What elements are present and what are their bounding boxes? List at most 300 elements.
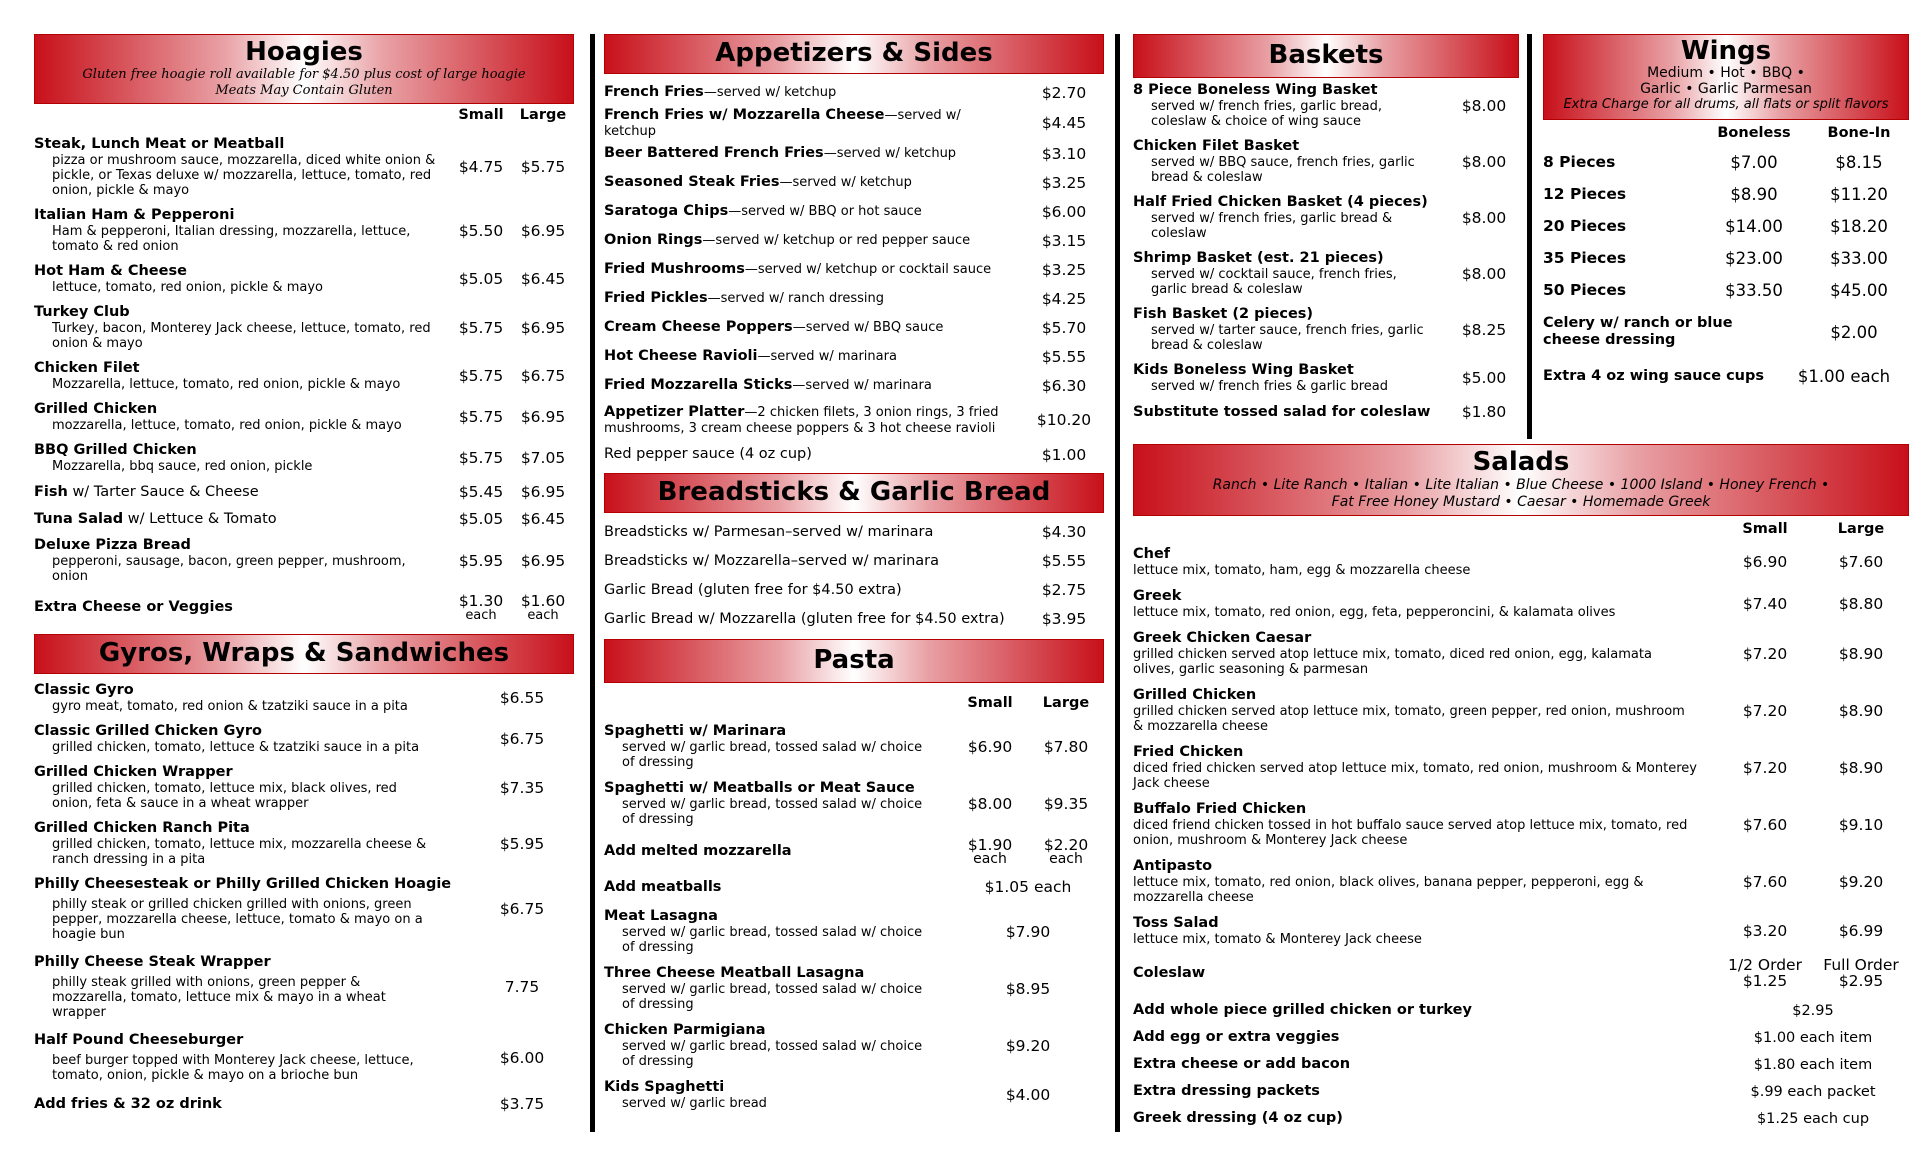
item-name: Extra Cheese or Veggies — [34, 599, 233, 615]
item-name — [34, 511, 450, 528]
price-large — [1028, 837, 1104, 866]
item-name: Toss Salad — [1133, 915, 1219, 931]
price-label: Full Order — [1823, 956, 1899, 974]
col-large: Large — [1042, 695, 1090, 711]
menu-item — [34, 682, 574, 714]
item-line — [604, 348, 1016, 365]
item-name: Red pepper sauce (4 oz cup) — [604, 446, 812, 462]
price-large: $6.45 — [520, 510, 566, 528]
item-description: pepperoni, sausage, bacon, green pepper, mushroom, onion — [52, 554, 406, 584]
price: $1.80 each item — [1753, 1056, 1873, 1073]
price-boneless: $8.90 — [1730, 184, 1778, 204]
price-large: $8.90 — [1838, 644, 1884, 663]
price-small — [450, 593, 512, 622]
menu-item — [604, 313, 1104, 342]
price-value: $1.25 — [1742, 972, 1788, 990]
item-name: Garlic Bread w/ Mozzarella (gluten free for $4.50 extra) — [604, 610, 1005, 627]
item-name: Beer Battered French Fries — [604, 145, 824, 161]
column-header — [34, 104, 574, 126]
item-description: served w/ cocktail sauce, french fries, garlic bread & coleslaw — [1151, 267, 1397, 297]
breadsticks-list — [604, 517, 1104, 633]
wings-note: Extra Charge for all drums, all flats or split flavors — [1563, 97, 1889, 112]
menu-item — [1543, 274, 1909, 306]
item-description: grilled chicken served atop lettuce mix, tomato, diced red onion, egg, kalamata olives, garlic seasoning & parmesan — [1133, 647, 1652, 677]
item-name: Celery w/ ranch or blue cheese dressing — [1543, 315, 1733, 348]
menu-item — [1543, 242, 1909, 274]
menu-item — [604, 575, 1104, 604]
price: $2.95 — [1792, 1002, 1834, 1019]
price: $5.95 — [499, 834, 545, 853]
item-name: Greek — [1133, 588, 1182, 604]
menu-item — [604, 780, 1104, 827]
section-title: Salads — [1472, 447, 1570, 477]
item-name-text: Hot Ham & Cheese — [34, 263, 187, 279]
item-name: Breadsticks w/ Parmesan–served w/ marinara — [604, 523, 934, 540]
price: $8.00 — [1461, 96, 1507, 115]
item-description: grilled chicken, tomato, lettuce & tzatziki sauce in a pita — [52, 740, 420, 755]
price-boneless: $7.00 — [1730, 152, 1778, 172]
item-name: Grilled Chicken Wrapper — [34, 764, 233, 780]
item-description: —served w/ ketchup — [823, 146, 957, 161]
price-large: $6.45 — [520, 270, 566, 288]
col-large: Large — [519, 107, 567, 123]
price: $6.00 — [1041, 202, 1087, 221]
column-2 — [604, 34, 1104, 1121]
item-name: Appetizer Platter — [604, 404, 745, 420]
baskets-banner — [1133, 34, 1519, 78]
price-full — [1813, 957, 1909, 989]
item-name: Breadsticks w/ Mozzarella–served w/ marinara — [604, 552, 940, 569]
item-name: Extra cheese or add bacon — [1133, 1056, 1351, 1072]
price-large — [1028, 796, 1104, 812]
item-line — [604, 404, 1016, 436]
gyros-banner — [34, 634, 574, 674]
price-boneless: $23.00 — [1725, 248, 1783, 268]
menu-item — [1133, 82, 1519, 129]
item-name: Fried Mushrooms — [604, 261, 745, 277]
item-description: served w/ french fries, garlic bread & coleslaw — [1151, 211, 1393, 241]
price-small: $7.60 — [1742, 815, 1788, 834]
item-name: Substitute tossed salad for coleslaw — [1133, 403, 1431, 420]
menu-item — [1133, 687, 1909, 734]
item-name: Spaghetti w/ Marinara — [604, 723, 787, 739]
price: $8.00 — [1461, 208, 1507, 227]
price: $8.25 — [1461, 320, 1507, 339]
price-small: $5.05 — [458, 510, 504, 528]
col-boneless: Boneless — [1717, 125, 1791, 141]
price-bonein: $8.15 — [1835, 152, 1883, 172]
price-value: $2.20 — [1043, 836, 1089, 854]
item-description: lettuce mix, tomato, red onion, black olives, banana pepper, pepperoni, egg & mozzarella cheese — [1133, 875, 1644, 905]
price: $8.00 — [1461, 264, 1507, 283]
wings-banner — [1543, 34, 1909, 120]
menu-item — [1543, 146, 1909, 178]
menu-item — [34, 820, 574, 867]
item-name-text: Italian Ham & Pepperoni — [34, 207, 235, 223]
menu-item — [34, 263, 574, 295]
menu-item — [1133, 997, 1909, 1024]
menu-item — [1133, 250, 1519, 297]
item-name — [34, 136, 450, 153]
item-name: Hot Cheese Ravioli — [604, 348, 758, 364]
appetizers-list — [604, 78, 1104, 469]
section-title: Gyros, Wraps & Sandwiches — [98, 638, 510, 668]
item-line — [604, 203, 1016, 220]
price: $2.75 — [1041, 580, 1087, 599]
menu-item — [604, 400, 1104, 440]
menu-item — [1543, 210, 1909, 242]
item-line — [604, 377, 1016, 394]
menu-item — [604, 965, 1104, 1012]
item-name: Kids Boneless Wing Basket — [1133, 362, 1354, 378]
price: $3.25 — [1041, 260, 1087, 279]
breadsticks-banner — [604, 473, 1104, 513]
item-description: —served w/ BBQ or hot sauce — [728, 204, 922, 219]
item-description: —served w/ marinara — [757, 349, 897, 364]
item-name: Philly Cheesesteak or Philly Grilled Chicken Hoagie — [34, 876, 452, 892]
price-large: $9.10 — [1838, 815, 1884, 834]
pasta-banner — [604, 639, 1104, 683]
menu-item — [604, 440, 1104, 469]
price-small: $5.75 — [458, 367, 504, 385]
item-line — [604, 145, 1016, 162]
item-name: Chicken Filet Basket — [1133, 138, 1300, 154]
menu-item — [1133, 1051, 1909, 1078]
hoagies-banner — [34, 34, 574, 104]
menu-item — [1133, 630, 1909, 677]
price: $1.25 each cup — [1756, 1110, 1870, 1127]
item-name-suffix: w/ Tarter Sauce & Cheese — [67, 483, 259, 500]
menu-item — [604, 723, 1104, 770]
menu-item — [604, 371, 1104, 400]
price-boneless: $33.50 — [1725, 280, 1783, 300]
wings-list — [1543, 146, 1909, 390]
item-description: served w/ french fries & garlic bread — [1151, 379, 1389, 394]
menu-item — [1133, 915, 1909, 947]
item-description: Mozzarella, lettuce, tomato, red onion, pickle & mayo — [52, 377, 401, 392]
item-name: Philly Cheese Steak Wrapper — [34, 954, 271, 970]
item-description: mozzarella, lettuce, tomato, red onion, pickle & mayo — [52, 418, 402, 433]
appetizers-banner — [604, 34, 1104, 74]
price-small: $5.45 — [458, 483, 504, 501]
price-value: $8.00 — [967, 794, 1013, 813]
item-line — [604, 319, 1016, 336]
item-name: Seasoned Steak Fries — [604, 174, 780, 190]
item-name: 12 Pieces — [1543, 184, 1627, 203]
item-description: pizza or mushroom sauce, mozzarella, diced white onion & pickle, or Texas deluxe w/ mozzarella, lettuce, tomato, red onion, pickle & mayo — [52, 153, 436, 198]
menu-item — [604, 226, 1104, 255]
item-name: Extra 4 oz wing sauce cups — [1543, 367, 1765, 384]
item-name — [34, 442, 450, 459]
price: $1.00 — [1041, 445, 1087, 464]
item-name: Greek Chicken Caesar — [1133, 630, 1312, 646]
item-name: Add meatballs — [604, 878, 722, 895]
item-description: philly steak grilled with onions, green pepper & mozzarella, tomato, lettuce mix & mayo in a wheat wrapper — [52, 975, 386, 1020]
item-description: lettuce mix, tomato, ham, egg & mozzarella cheese — [1133, 563, 1471, 578]
item-name: Three Cheese Meatball Lasagna — [604, 965, 865, 981]
item-description: —served w/ ketchup — [779, 175, 912, 190]
item-name: French Fries — [604, 84, 704, 100]
wings-flavors: Garlic • Garlic Parmesan — [1640, 81, 1812, 97]
price: $3.75 — [499, 1095, 545, 1113]
item-description: served w/ garlic bread — [622, 1096, 767, 1111]
item-name — [34, 304, 450, 321]
item-name — [34, 360, 450, 377]
price: $5.55 — [1041, 347, 1087, 366]
item-name-text: BBQ Grilled Chicken — [34, 442, 197, 458]
section-title: Pasta — [813, 645, 895, 675]
price: $10.20 — [1036, 411, 1092, 429]
item-description: lettuce, tomato, red onion, pickle & mayo — [52, 280, 323, 295]
menu-item — [1133, 588, 1909, 620]
item-name — [34, 263, 450, 280]
menu-item — [1543, 312, 1909, 352]
item-description: grilled chicken, tomato, lettuce mix, mozzarella cheese & ranch dressing in a pita — [52, 837, 427, 867]
menu-item — [34, 442, 574, 474]
price: $2.00 — [1830, 322, 1878, 342]
item-name: Add egg or extra veggies — [1133, 1029, 1340, 1045]
item-name: Add melted mozzarella — [604, 843, 792, 859]
item-line — [604, 261, 1016, 278]
price-label: 1/2 Order — [1728, 956, 1802, 974]
item-description: served w/ garlic bread, tossed salad w/ choice of dressing — [622, 740, 923, 770]
price: $5.55 — [1041, 551, 1087, 570]
item-name: Buffalo Fried Chicken — [1133, 801, 1307, 817]
price-large — [1028, 739, 1104, 755]
price-half — [1717, 957, 1813, 989]
column-divider — [1115, 34, 1120, 1132]
price-small — [952, 837, 1028, 866]
price-small: $5.95 — [458, 551, 504, 570]
menu-item — [604, 78, 1104, 107]
item-line — [604, 447, 1016, 462]
price-large: $9.20 — [1838, 872, 1884, 891]
price: $3.25 — [1041, 173, 1087, 192]
menu-item — [604, 284, 1104, 313]
price-value: $1.30 — [458, 592, 504, 610]
price: $6.55 — [499, 689, 545, 707]
item-name: Add fries & 32 oz drink — [34, 1095, 222, 1112]
menu-item — [34, 510, 574, 528]
price: $1.00 each — [1797, 366, 1891, 386]
menu-item — [1133, 801, 1909, 848]
wings-flavors: Medium • Hot • BBQ • — [1647, 65, 1805, 81]
price-small: $5.50 — [458, 221, 504, 240]
price: $9.20 — [1005, 1036, 1051, 1055]
item-name: Chicken Parmigiana — [604, 1022, 766, 1038]
hoagies-note: Meats May Contain Gluten — [215, 83, 393, 98]
section-title: Baskets — [1268, 40, 1384, 70]
salads-banner — [1133, 444, 1909, 516]
price: 7.75 — [504, 978, 540, 996]
item-name: Onion Rings — [604, 232, 703, 248]
salads-dressings: Fat Free Honey Mustard • Caesar • Homemade Greek — [1331, 494, 1711, 510]
item-name: Meat Lasagna — [604, 908, 718, 924]
price-small: $5.75 — [458, 449, 504, 467]
price-large: $8.90 — [1838, 758, 1884, 777]
item-line — [604, 107, 1016, 139]
menu-item — [34, 304, 574, 351]
section-title: Hoagies — [245, 37, 363, 67]
item-name: Shrimp Basket (est. 21 pieces) — [1133, 250, 1384, 266]
item-name-suffix: w/ Lettuce & Tomato — [123, 510, 277, 527]
item-description: —served w/ ranch dressing — [707, 291, 885, 306]
item-description: philly steak or grilled chicken grilled with onions, green pepper, mozzarella cheese, lettuce, tomato & mayo on a hoagie bun — [52, 897, 423, 942]
price: $4.00 — [1005, 1086, 1051, 1104]
item-description: served w/ french fries, garlic bread, coleslaw & choice of wing sauce — [1151, 99, 1383, 129]
menu-item — [34, 401, 574, 433]
item-name-text: Steak, Lunch Meat or Meatball — [34, 136, 285, 152]
menu-item — [1133, 138, 1519, 185]
item-description: —served w/ marinara — [792, 378, 932, 393]
item-description: grilled chicken, tomato, lettuce mix, black olives, red onion, feta & sauce in a wheat wrapper — [52, 781, 397, 811]
item-name: 8 Pieces — [1543, 152, 1616, 171]
item-description: diced fried chicken served atop lettuce mix, tomato, red onion, mushroom & Monterey Jack cheese — [1133, 761, 1697, 791]
price-large: $7.60 — [1838, 553, 1884, 571]
price: $4.45 — [1041, 114, 1087, 132]
menu-item — [604, 837, 1104, 866]
item-name: Grilled Chicken Ranch Pita — [34, 820, 250, 836]
menu-item — [34, 764, 574, 811]
item-description: —2 chicken filets, 3 onion rings, 3 fried mushrooms, 3 cream cheese poppers & 3 hot cheese ravioli — [604, 405, 999, 436]
item-name: Fried Chicken — [1133, 744, 1244, 760]
item-name-text: Grilled Chicken — [34, 401, 158, 417]
item-name-text: Chicken Filet — [34, 360, 140, 376]
item-line — [604, 232, 1016, 249]
price-large: $6.95 — [520, 221, 566, 240]
price-unit: each — [1049, 851, 1083, 867]
price: $1.05 each — [984, 878, 1072, 896]
item-name: 35 Pieces — [1543, 248, 1627, 267]
price-bonein: $33.00 — [1830, 248, 1888, 268]
menu-item — [1133, 362, 1519, 394]
menu-item — [34, 136, 574, 198]
price: $3.10 — [1041, 144, 1087, 163]
item-description: served w/ garlic bread, tossed salad w/ choice of dressing — [622, 1039, 923, 1069]
item-name: 20 Pieces — [1543, 216, 1627, 235]
section-title: Appetizers & Sides — [715, 38, 993, 68]
menu-item — [604, 908, 1104, 955]
item-name: Grilled Chicken — [1133, 687, 1257, 703]
item-name: Half Fried Chicken Basket (4 pieces) — [1133, 194, 1428, 210]
column-1 — [34, 34, 574, 1122]
item-name — [34, 537, 450, 554]
menu-item — [34, 1095, 574, 1113]
item-description: grilled chicken served atop lettuce mix, tomato, green pepper, red onion, mushroom & mozzarella cheese — [1133, 704, 1685, 734]
menu-item — [604, 168, 1104, 197]
item-description: gyro meat, tomato, red onion & tzatziki sauce in a pita — [52, 699, 408, 714]
item-name — [34, 207, 450, 224]
price: $6.00 — [499, 1048, 545, 1067]
item-description: served w/ BBQ sauce, french fries, garlic bread & coleslaw — [1151, 155, 1415, 185]
menu-item — [604, 255, 1104, 284]
price-boneless: $14.00 — [1725, 216, 1783, 236]
price: $6.75 — [499, 730, 545, 748]
menu-item — [604, 604, 1104, 633]
baskets-list — [1133, 82, 1519, 421]
menu-item — [1133, 306, 1519, 353]
pasta-list — [604, 723, 1104, 1111]
menu-item — [34, 537, 574, 584]
price-value: $1.90 — [967, 836, 1013, 854]
item-name: Spaghetti w/ Meatballs or Meat Sauce — [604, 780, 915, 796]
item-description: Turkey, bacon, Monterey Jack cheese, lettuce, tomato, red onion & mayo — [52, 321, 431, 351]
menu-item — [34, 954, 574, 1020]
price-bonein: $45.00 — [1830, 280, 1888, 300]
price-value: $7.80 — [1043, 737, 1089, 756]
item-name: Cream Cheese Poppers — [604, 319, 793, 335]
menu-item — [1133, 546, 1909, 578]
price-large: $6.99 — [1838, 922, 1884, 940]
item-name: Fried Pickles — [604, 290, 708, 306]
menu-item — [1133, 403, 1519, 421]
menu-item — [604, 878, 1104, 896]
price: $8.95 — [1005, 979, 1051, 998]
item-name: Classic Grilled Chicken Gyro — [34, 723, 262, 739]
price-value: $6.90 — [967, 737, 1013, 756]
item-description: —served w/ ketchup or cocktail sauce — [744, 262, 992, 277]
menu-item — [1133, 1078, 1909, 1105]
price-small — [952, 739, 1028, 755]
item-name: 8 Piece Boneless Wing Basket — [1133, 82, 1378, 98]
price-value: $2.95 — [1838, 972, 1884, 990]
price-small: $6.90 — [1742, 553, 1788, 571]
column-4 — [1543, 34, 1909, 390]
price-large: $7.05 — [520, 449, 566, 467]
col-small: Small — [1742, 521, 1788, 537]
price-small: $7.20 — [1742, 701, 1788, 720]
price-bonein: $11.20 — [1830, 184, 1888, 204]
price: $7.35 — [499, 778, 545, 797]
price: $5.70 — [1041, 318, 1087, 337]
gyros-list — [34, 682, 574, 1113]
item-description: Ham & pepperoni, Italian dressing, mozzarella, lettuce, tomato & red onion — [52, 224, 411, 254]
price-large: $5.75 — [520, 158, 566, 176]
price-large: $6.75 — [520, 367, 566, 385]
price: $2.70 — [1041, 83, 1087, 102]
price-large: $8.80 — [1838, 595, 1884, 613]
menu-item — [604, 342, 1104, 371]
price-large: $8.90 — [1838, 701, 1884, 720]
menu-item — [1133, 858, 1909, 905]
menu-item — [1133, 1105, 1909, 1132]
menu-item — [604, 517, 1104, 546]
price: $7.90 — [1005, 922, 1051, 941]
column-divider — [1527, 34, 1532, 439]
item-description: served w/ garlic bread, tossed salad w/ choice of dressing — [622, 982, 923, 1012]
price-small: $7.40 — [1742, 595, 1788, 613]
price-large: $6.95 — [520, 408, 566, 426]
price: $8.00 — [1461, 152, 1507, 171]
item-name: Antipasto — [1133, 858, 1213, 874]
price-small: $3.20 — [1742, 922, 1788, 940]
column-divider — [590, 34, 595, 1132]
menu-item — [34, 1032, 574, 1083]
menu-item — [604, 546, 1104, 575]
price-large: $6.95 — [520, 483, 566, 501]
menu-item — [34, 593, 574, 622]
item-name: Greek dressing (4 oz cup) — [1133, 1110, 1343, 1126]
price-small: $7.60 — [1742, 872, 1788, 891]
item-line — [604, 84, 1016, 101]
menu-item — [604, 197, 1104, 226]
item-description: —served w/ ketchup — [703, 85, 837, 100]
item-name: Fish Basket (2 pieces) — [1133, 306, 1314, 322]
item-name: Coleslaw — [1133, 964, 1206, 981]
price-small — [952, 796, 1028, 812]
item-description: —served w/ ketchup or red pepper sauce — [702, 233, 971, 248]
item-name: Kids Spaghetti — [604, 1079, 725, 1095]
